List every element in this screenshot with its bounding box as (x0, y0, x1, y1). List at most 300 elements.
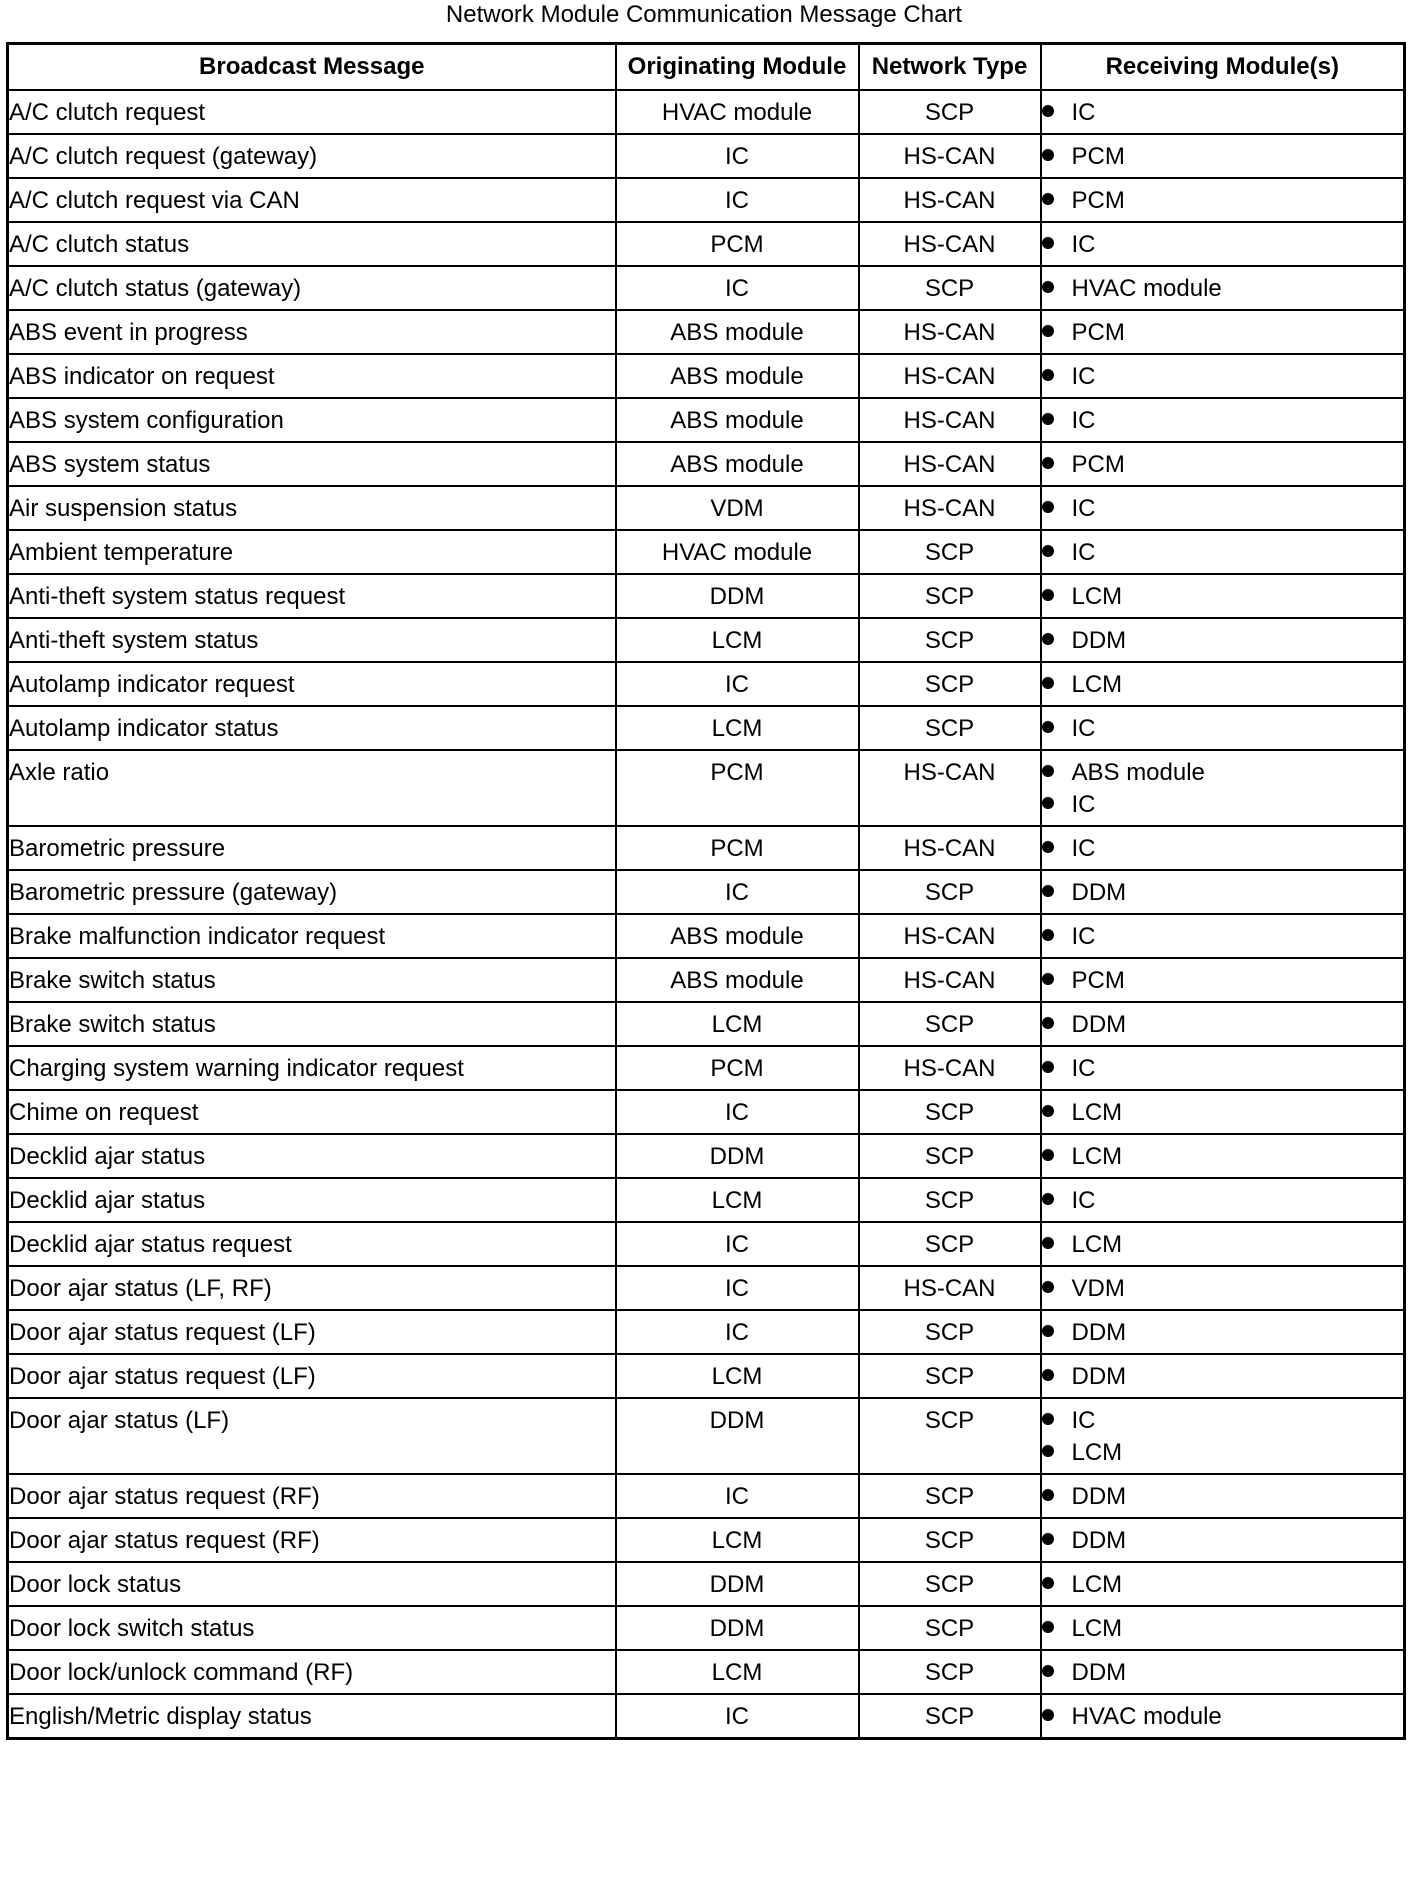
receivers-cell (1041, 1134, 1405, 1178)
bullet-icon (1042, 1369, 1054, 1381)
receiver-item (1042, 1701, 1404, 1733)
origin-cell: ABS module (616, 398, 859, 442)
network-cell: HS-CAN (859, 354, 1041, 398)
network-cell: SCP (859, 530, 1041, 574)
bullet-icon (1042, 1237, 1054, 1249)
network-cell: SCP (859, 1354, 1041, 1398)
table-row (8, 398, 1405, 442)
receivers-cell (1041, 310, 1405, 354)
network-cell: SCP (859, 574, 1041, 618)
origin-cell: LCM (616, 618, 859, 662)
bullet-icon (1042, 1281, 1054, 1293)
message-cell: A/C clutch request (gateway) (8, 134, 616, 178)
bullet-icon (1042, 413, 1054, 425)
receiver-label: PCM (1071, 143, 1125, 170)
message-chart-table (6, 42, 1406, 1740)
message-cell: Door lock switch status (8, 1606, 616, 1650)
bullet-icon (1042, 1061, 1054, 1073)
origin-cell: IC (616, 662, 859, 706)
message-cell: English/Metric display status (8, 1694, 616, 1739)
origin-cell: PCM (616, 1046, 859, 1090)
network-cell: SCP (859, 1606, 1041, 1650)
network-cell: SCP (859, 90, 1041, 134)
receiver-item (1042, 317, 1404, 349)
table-row (8, 1562, 1405, 1606)
receivers-cell (1041, 706, 1405, 750)
receiver-label: DDM (1071, 1483, 1127, 1510)
network-cell: SCP (859, 870, 1041, 914)
receivers-cell (1041, 750, 1405, 826)
origin-cell: IC (616, 1266, 859, 1310)
message-cell: Autolamp indicator status (8, 706, 616, 750)
receiver-label: IC (1071, 923, 1096, 950)
receiver-label: IC (1071, 99, 1096, 126)
bullet-icon (1042, 765, 1054, 777)
receiver-label: ABS module (1071, 759, 1205, 786)
table-row (8, 530, 1405, 574)
bullet-icon (1042, 105, 1054, 117)
message-cell: ABS indicator on request (8, 354, 616, 398)
bullet-icon (1042, 325, 1054, 337)
receiver-label: DDM (1071, 1363, 1127, 1390)
origin-cell: IC (616, 1694, 859, 1739)
bullet-icon (1042, 1533, 1054, 1545)
network-cell: SCP (859, 1134, 1041, 1178)
receiver-item (1042, 185, 1404, 217)
origin-cell: PCM (616, 826, 859, 870)
receiver-item (1042, 229, 1404, 261)
network-cell: SCP (859, 1398, 1041, 1474)
receiver-label: LCM (1071, 1099, 1123, 1126)
receiver-label: IC (1071, 1187, 1096, 1214)
header-originating-module: Originating Module (616, 44, 859, 91)
message-cell: Barometric pressure (8, 826, 616, 870)
table-row (8, 310, 1405, 354)
table-row (8, 1518, 1405, 1562)
receiver-label: LCM (1071, 1571, 1123, 1598)
message-cell: ABS system configuration (8, 398, 616, 442)
receiver-label: IC (1071, 835, 1096, 862)
receivers-cell (1041, 1474, 1405, 1518)
origin-cell: LCM (616, 1354, 859, 1398)
receiver-label: DDM (1071, 1527, 1127, 1554)
network-cell: SCP (859, 1650, 1041, 1694)
table-row (8, 486, 1405, 530)
receiver-item (1042, 1405, 1404, 1437)
message-cell: Anti-theft system status (8, 618, 616, 662)
receiver-label: IC (1071, 407, 1096, 434)
receivers-cell (1041, 826, 1405, 870)
receivers-cell (1041, 134, 1405, 178)
message-cell: Door lock/unlock command (RF) (8, 1650, 616, 1694)
message-cell: Door ajar status request (LF) (8, 1310, 616, 1354)
network-cell: HS-CAN (859, 178, 1041, 222)
receivers-cell (1041, 1650, 1405, 1694)
network-cell: SCP (859, 706, 1041, 750)
receiver-item (1042, 1317, 1404, 1349)
receivers-cell (1041, 442, 1405, 486)
origin-cell: LCM (616, 1518, 859, 1562)
receiver-label: PCM (1071, 187, 1125, 214)
origin-cell: IC (616, 266, 859, 310)
receiver-item (1042, 757, 1404, 789)
receiver-label: HVAC module (1071, 275, 1222, 302)
bullet-icon (1042, 885, 1054, 897)
receiver-item (1042, 1185, 1404, 1217)
table-row (8, 1046, 1405, 1090)
origin-cell: IC (616, 1090, 859, 1134)
table-row (8, 1222, 1405, 1266)
origin-cell: IC (616, 178, 859, 222)
message-cell: Charging system warning indicator request (8, 1046, 616, 1090)
header-network-type: Network Type (859, 44, 1041, 91)
receiver-item (1042, 537, 1404, 569)
table-row (8, 618, 1405, 662)
origin-cell: IC (616, 1474, 859, 1518)
bullet-icon (1042, 281, 1054, 293)
origin-cell: LCM (616, 1002, 859, 1046)
message-cell: Decklid ajar status (8, 1178, 616, 1222)
table-row (8, 1398, 1405, 1474)
receiver-item (1042, 273, 1404, 305)
origin-cell: LCM (616, 1650, 859, 1694)
network-cell: HS-CAN (859, 442, 1041, 486)
chart-title: Network Module Communication Message Chart (445, 1, 963, 28)
message-cell: Brake malfunction indicator request (8, 914, 616, 958)
receiver-label: PCM (1071, 319, 1125, 346)
receiver-label: VDM (1071, 1275, 1125, 1302)
origin-cell: DDM (616, 1134, 859, 1178)
network-cell: HS-CAN (859, 222, 1041, 266)
message-cell: Door ajar status (LF, RF) (8, 1266, 616, 1310)
table-row (8, 1694, 1405, 1739)
bullet-icon (1042, 1413, 1054, 1425)
bullet-icon (1042, 501, 1054, 513)
receiver-label: DDM (1071, 1319, 1127, 1346)
network-cell: HS-CAN (859, 914, 1041, 958)
receiver-item (1042, 581, 1404, 613)
origin-cell: ABS module (616, 442, 859, 486)
receiver-label: IC (1071, 539, 1096, 566)
receiver-item (1042, 625, 1404, 657)
bullet-icon (1042, 797, 1054, 809)
receivers-cell (1041, 1606, 1405, 1650)
bullet-icon (1042, 1445, 1054, 1457)
origin-cell: DDM (616, 574, 859, 618)
origin-cell: IC (616, 1222, 859, 1266)
origin-cell: ABS module (616, 914, 859, 958)
receiver-item (1042, 1053, 1404, 1085)
receiver-item (1042, 1009, 1404, 1041)
table-row (8, 914, 1405, 958)
bullet-icon (1042, 841, 1054, 853)
bullet-icon (1042, 1709, 1054, 1721)
network-cell: SCP (859, 1090, 1041, 1134)
bullet-icon (1042, 1193, 1054, 1205)
message-cell: A/C clutch status (8, 222, 616, 266)
table-row (8, 750, 1405, 826)
receiver-item (1042, 405, 1404, 437)
receiver-item (1042, 97, 1404, 129)
network-cell: HS-CAN (859, 1266, 1041, 1310)
table-row (8, 1002, 1405, 1046)
message-cell: A/C clutch request via CAN (8, 178, 616, 222)
receiver-item (1042, 833, 1404, 865)
header-receiving-modules: Receiving Module(s) (1041, 44, 1405, 91)
message-cell: Decklid ajar status (8, 1134, 616, 1178)
table-row (8, 1178, 1405, 1222)
bullet-icon (1042, 369, 1054, 381)
receivers-cell (1041, 354, 1405, 398)
receivers-cell (1041, 1046, 1405, 1090)
receivers-cell (1041, 1178, 1405, 1222)
receiver-item (1042, 1361, 1404, 1393)
receivers-cell (1041, 1398, 1405, 1474)
receiver-item (1042, 789, 1404, 821)
table-row (8, 134, 1405, 178)
network-cell: SCP (859, 1562, 1041, 1606)
table-row (8, 178, 1405, 222)
message-cell: Anti-theft system status request (8, 574, 616, 618)
receivers-cell (1041, 1694, 1405, 1739)
receiver-label: IC (1071, 1055, 1096, 1082)
origin-cell: DDM (616, 1398, 859, 1474)
message-cell: Decklid ajar status request (8, 1222, 616, 1266)
origin-cell: HVAC module (616, 90, 859, 134)
message-cell: Ambient temperature (8, 530, 616, 574)
origin-cell: LCM (616, 706, 859, 750)
bullet-icon (1042, 193, 1054, 205)
table-row (8, 222, 1405, 266)
table-row (8, 442, 1405, 486)
message-cell: Chime on request (8, 1090, 616, 1134)
receiver-label: IC (1071, 715, 1096, 742)
bullet-icon (1042, 237, 1054, 249)
receiver-label: IC (1071, 363, 1096, 390)
table-body (8, 90, 1405, 1739)
receivers-cell (1041, 1222, 1405, 1266)
network-cell: HS-CAN (859, 826, 1041, 870)
network-cell: HS-CAN (859, 134, 1041, 178)
receivers-cell (1041, 1266, 1405, 1310)
receivers-cell (1041, 958, 1405, 1002)
receiver-label: HVAC module (1071, 1703, 1222, 1730)
table-row (8, 706, 1405, 750)
header-row (8, 44, 1405, 91)
receiver-label: DDM (1071, 627, 1127, 654)
bullet-icon (1042, 589, 1054, 601)
network-cell: HS-CAN (859, 310, 1041, 354)
bullet-icon (1042, 677, 1054, 689)
network-cell: SCP (859, 1222, 1041, 1266)
origin-cell: HVAC module (616, 530, 859, 574)
table-row (8, 1606, 1405, 1650)
receivers-cell (1041, 870, 1405, 914)
receiver-label: PCM (1071, 967, 1125, 994)
receivers-cell (1041, 178, 1405, 222)
receiver-item (1042, 449, 1404, 481)
network-cell: SCP (859, 662, 1041, 706)
receiver-label: LCM (1071, 1439, 1123, 1466)
receiver-item (1042, 1525, 1404, 1557)
origin-cell: ABS module (616, 958, 859, 1002)
receivers-cell (1041, 1310, 1405, 1354)
receiver-item (1042, 713, 1404, 745)
message-cell: Barometric pressure (gateway) (8, 870, 616, 914)
receivers-cell (1041, 1090, 1405, 1134)
network-cell: SCP (859, 266, 1041, 310)
bullet-icon (1042, 1665, 1054, 1677)
receivers-cell (1041, 222, 1405, 266)
bullet-icon (1042, 1017, 1054, 1029)
bullet-icon (1042, 633, 1054, 645)
receiver-label: LCM (1071, 671, 1123, 698)
receiver-label: IC (1071, 231, 1096, 258)
table-row (8, 354, 1405, 398)
message-cell: Door lock status (8, 1562, 616, 1606)
receivers-cell (1041, 486, 1405, 530)
receiver-label: LCM (1071, 1143, 1123, 1170)
message-cell: Brake switch status (8, 958, 616, 1002)
table-row (8, 958, 1405, 1002)
message-cell: Autolamp indicator request (8, 662, 616, 706)
message-cell: Door ajar status request (RF) (8, 1474, 616, 1518)
receiver-label: LCM (1071, 1615, 1123, 1642)
bullet-icon (1042, 149, 1054, 161)
message-cell: Door ajar status request (LF) (8, 1354, 616, 1398)
table-row (8, 826, 1405, 870)
table-row (8, 266, 1405, 310)
receiver-item (1042, 1141, 1404, 1173)
receivers-cell (1041, 618, 1405, 662)
origin-cell: DDM (616, 1606, 859, 1650)
table-row (8, 1134, 1405, 1178)
origin-cell: IC (616, 870, 859, 914)
message-cell: A/C clutch status (gateway) (8, 266, 616, 310)
message-cell: Door ajar status (LF) (8, 1398, 616, 1474)
receiver-item (1042, 1481, 1404, 1513)
receiver-item (1042, 1097, 1404, 1129)
message-cell: Brake switch status (8, 1002, 616, 1046)
receiver-label: LCM (1071, 1231, 1123, 1258)
bullet-icon (1042, 457, 1054, 469)
receiver-item (1042, 921, 1404, 953)
bullet-icon (1042, 973, 1054, 985)
receiver-item (1042, 141, 1404, 173)
origin-cell: LCM (616, 1178, 859, 1222)
receivers-cell (1041, 914, 1405, 958)
network-cell: HS-CAN (859, 1046, 1041, 1090)
table-row (8, 1354, 1405, 1398)
receivers-cell (1041, 398, 1405, 442)
origin-cell: IC (616, 134, 859, 178)
origin-cell: ABS module (616, 354, 859, 398)
receiver-label: IC (1071, 1407, 1096, 1434)
receiver-item (1042, 493, 1404, 525)
bullet-icon (1042, 1325, 1054, 1337)
receivers-cell (1041, 530, 1405, 574)
table-row (8, 1310, 1405, 1354)
receiver-item (1042, 1613, 1404, 1645)
receivers-cell (1041, 662, 1405, 706)
receiver-label: IC (1071, 791, 1096, 818)
bullet-icon (1042, 1489, 1054, 1501)
origin-cell: IC (616, 1310, 859, 1354)
table-row (8, 870, 1405, 914)
receiver-item (1042, 877, 1404, 909)
table-row (8, 1090, 1405, 1134)
header-broadcast-message: Broadcast Message (8, 44, 616, 91)
receiver-label: LCM (1071, 583, 1123, 610)
message-cell: ABS system status (8, 442, 616, 486)
bullet-icon (1042, 545, 1054, 557)
receiver-item (1042, 1657, 1404, 1689)
receivers-cell (1041, 1354, 1405, 1398)
network-cell: SCP (859, 618, 1041, 662)
message-cell: Air suspension status (8, 486, 616, 530)
network-cell: HS-CAN (859, 958, 1041, 1002)
network-cell: HS-CAN (859, 398, 1041, 442)
receiver-item (1042, 1437, 1404, 1469)
bullet-icon (1042, 1621, 1054, 1633)
bullet-icon (1042, 721, 1054, 733)
bullet-icon (1042, 1577, 1054, 1589)
receiver-item (1042, 1569, 1404, 1601)
receivers-cell (1041, 90, 1405, 134)
table-row (8, 574, 1405, 618)
receiver-item (1042, 669, 1404, 701)
receiver-item (1042, 1229, 1404, 1261)
receiver-label: PCM (1071, 451, 1125, 478)
receiver-label: DDM (1071, 879, 1127, 906)
message-cell: Door ajar status request (RF) (8, 1518, 616, 1562)
network-cell: SCP (859, 1694, 1041, 1739)
receiver-item (1042, 361, 1404, 393)
bullet-icon (1042, 1149, 1054, 1161)
network-cell: SCP (859, 1002, 1041, 1046)
network-cell: HS-CAN (859, 750, 1041, 826)
receiver-item (1042, 1273, 1404, 1305)
receivers-cell (1041, 266, 1405, 310)
origin-cell: DDM (616, 1562, 859, 1606)
table-row (8, 1474, 1405, 1518)
receiver-label: DDM (1071, 1659, 1127, 1686)
origin-cell: PCM (616, 750, 859, 826)
network-cell: HS-CAN (859, 486, 1041, 530)
bullet-icon (1042, 1105, 1054, 1117)
origin-cell: ABS module (616, 310, 859, 354)
message-cell: ABS event in progress (8, 310, 616, 354)
network-cell: SCP (859, 1474, 1041, 1518)
receiver-item (1042, 965, 1404, 997)
table-row (8, 1650, 1405, 1694)
table-row (8, 90, 1405, 134)
receivers-cell (1041, 1562, 1405, 1606)
message-cell: A/C clutch request (8, 90, 616, 134)
receivers-cell (1041, 1518, 1405, 1562)
bullet-icon (1042, 929, 1054, 941)
network-cell: SCP (859, 1518, 1041, 1562)
origin-cell: PCM (616, 222, 859, 266)
origin-cell: VDM (616, 486, 859, 530)
network-cell: SCP (859, 1178, 1041, 1222)
receivers-cell (1041, 574, 1405, 618)
receiver-label: DDM (1071, 1011, 1127, 1038)
table-row (8, 662, 1405, 706)
table-row (8, 1266, 1405, 1310)
receivers-cell (1041, 1002, 1405, 1046)
network-cell: SCP (859, 1310, 1041, 1354)
